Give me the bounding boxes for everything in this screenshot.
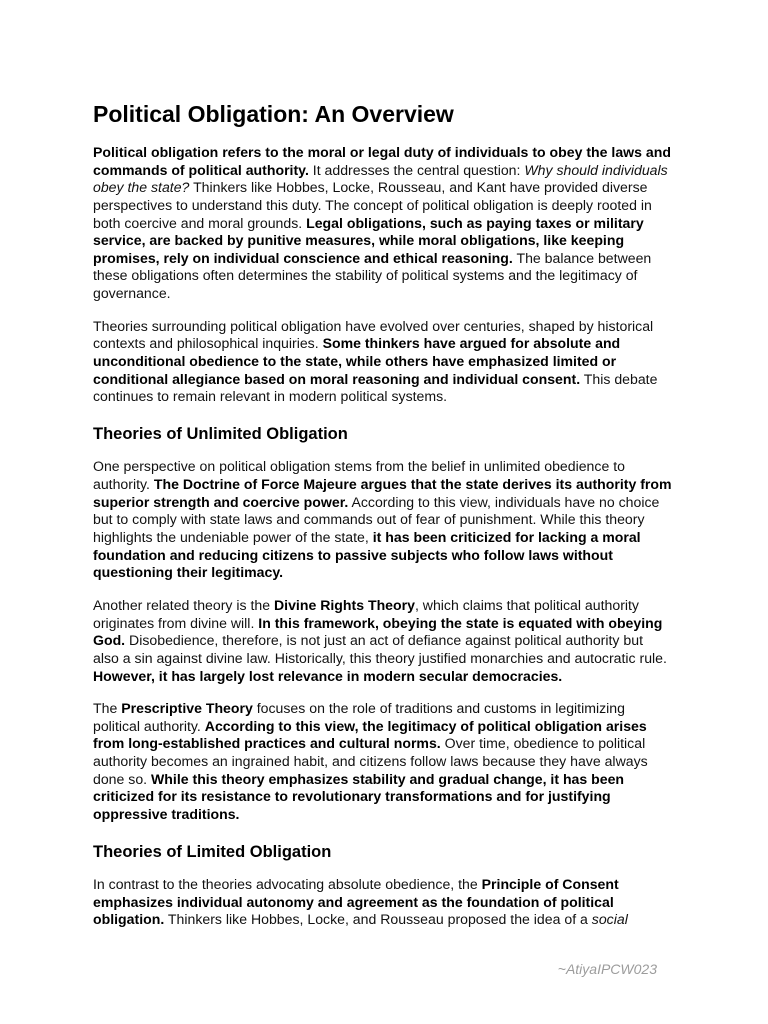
body-text: The balance between	[516, 249, 652, 266]
text-line	[93, 876, 703, 894]
bold-text: promises, rely on individual conscience and ethical reasoning.	[93, 249, 513, 266]
section-unlimited-obligation	[93, 424, 703, 824]
bold-text: oppressive traditions.	[93, 806, 240, 822]
bold-text: obligation.	[93, 911, 165, 928]
body-text: focuses on the role of traditions and customs in legitimizing	[256, 700, 625, 717]
body-text: According to this view, individuals have no choice	[351, 493, 660, 510]
text-line	[93, 735, 703, 753]
body-text: Over time, obedience to political	[444, 735, 646, 752]
text-line	[93, 371, 703, 389]
bold-text: foundation and reducing citizens to passive subjects who follow laws without	[93, 546, 613, 563]
text-line	[93, 458, 703, 476]
text-line	[93, 318, 703, 336]
body-text: Thinkers like Hobbes, Locke, Rousseau, and Kant have provided diverse	[193, 179, 648, 196]
bold-text: Prescriptive Theory	[121, 700, 253, 717]
text-line	[93, 335, 703, 353]
body-text: The	[93, 700, 118, 717]
bold-text: Legal obligations, such as paying taxes or military	[306, 214, 644, 231]
bold-text: Political obligation refers to the moral or legal duty of individuals to obey the laws and	[93, 144, 671, 160]
body-text: originates from divine will.	[93, 614, 255, 631]
body-text: This debate	[583, 370, 658, 387]
bold-text: from long-established practices and cultural norms.	[93, 735, 441, 752]
bold-text: it has been criticized for lacking a moral	[372, 529, 641, 546]
body-text: , which claims that political authority	[414, 596, 639, 613]
bold-text: In this framework, obeying the state is equated with obeying	[258, 614, 663, 631]
body-text: continues to remain relevant in modern political systems.	[93, 388, 448, 405]
bold-text: superior strength and coercive power.	[93, 493, 349, 510]
text-line	[93, 285, 703, 303]
paragraph	[93, 597, 703, 685]
document-body	[93, 100, 703, 944]
bold-text: commands of political authority.	[93, 161, 309, 178]
bold-text: While this theory emphasizes stability and gradual change, it has been	[151, 770, 625, 787]
body-text: highlights the undeniable power of the state,	[93, 529, 369, 546]
bold-text: However, it has largely lost relevance in modern secular democracies.	[93, 667, 563, 684]
text-line	[93, 668, 703, 686]
page-title: Political Obligation: An Overview	[93, 101, 454, 127]
text-line	[93, 911, 703, 929]
body-text: authority becomes an ingrained habit, and citizens follow laws because they have always	[93, 753, 648, 770]
body-text: political authority.	[93, 717, 201, 734]
section-heading: Theories of Limited Obligation	[93, 842, 332, 861]
text-line	[93, 597, 703, 615]
text-line	[93, 564, 703, 582]
text-line	[93, 388, 703, 406]
paragraph	[93, 458, 703, 581]
paragraph	[93, 318, 703, 406]
text-line	[93, 250, 703, 268]
text-line	[93, 511, 703, 529]
text-line	[93, 615, 703, 633]
bold-text: conditional allegiance based on moral reasoning and individual consent.	[93, 370, 581, 387]
bold-text: service, are backed by punitive measures, while moral obligations, like keeping	[93, 232, 625, 249]
body-text: both coercive and moral grounds.	[93, 214, 303, 231]
text-line	[93, 476, 703, 494]
italic-text: social	[591, 911, 628, 928]
text-line	[93, 179, 703, 197]
body-text: In contrast to the theories advocating absolute obedience, the	[93, 876, 478, 893]
text-line	[93, 718, 703, 736]
italic-text: obey the state?	[93, 179, 190, 196]
text-line	[93, 788, 703, 806]
bold-text: The Doctrine of Force Majeure argues that the state derives its authority from	[153, 476, 672, 493]
body-text: perspectives to understand this duty. The concept of political obligation is deeply rooted in	[93, 196, 652, 213]
body-text: done so.	[93, 770, 148, 787]
body-text: It addresses the central question:	[312, 161, 521, 178]
body-text: but to comply with state laws and commands out of fear of punishment. While this theory	[93, 511, 645, 528]
bold-text: According to this view, the legitimacy of political obligation arises	[204, 717, 647, 734]
bold-text: criticized for its resistance to revolutionary transformations and for justifying	[93, 788, 611, 805]
text-line	[93, 529, 703, 547]
body-text: Thinkers like Hobbes, Locke, and Rousseau proposed the idea of a	[167, 911, 588, 928]
bold-text: emphasizes individual autonomy and agreement as the foundation of political	[93, 893, 614, 910]
text-line	[93, 806, 703, 824]
paragraph	[93, 144, 703, 303]
section-limited-obligation	[93, 842, 703, 929]
text-line	[93, 197, 703, 215]
text-line	[93, 144, 703, 162]
body-text: Theories surrounding political obligation have evolved over centuries, shaped by historical	[93, 317, 654, 334]
text-line	[93, 353, 703, 371]
text-line	[93, 771, 703, 789]
bold-text: God.	[93, 632, 126, 649]
text-line	[93, 162, 703, 180]
bold-text: Principle of Consent	[481, 876, 619, 893]
paragraph	[93, 700, 703, 823]
text-line	[93, 650, 703, 668]
body-text: Disobedience, therefore, is not just an act of defiance against political authority but	[129, 632, 643, 649]
bold-text: Divine Rights Theory	[273, 596, 415, 613]
paragraph	[93, 876, 703, 929]
body-text: also a sin against divine law. Historically, this theory justified monarchies and autocratic rule.	[93, 649, 667, 666]
bold-text: Some thinkers have argued for absolute and	[322, 335, 621, 352]
body-text: governance.	[93, 285, 171, 302]
body-text: authority.	[93, 476, 150, 493]
italic-text: Why should individuals	[524, 161, 668, 178]
text-line	[93, 547, 703, 565]
bold-text: unconditional obedience to the state, while others have emphasized limited or	[93, 353, 617, 370]
body-text: these obligations often determines the stability of political systems and the legitimacy of	[93, 267, 638, 284]
author-signature: ~AtiyaIPCW023	[557, 961, 657, 977]
text-line	[93, 232, 703, 250]
body-text: Another related theory is the	[93, 596, 271, 613]
bold-text: questioning their legitimacy.	[93, 564, 284, 581]
text-line	[93, 215, 703, 233]
text-line	[93, 494, 703, 512]
text-line	[93, 894, 703, 912]
text-line	[93, 753, 703, 771]
body-text: One perspective on political obligation stems from the belief in unlimited obedience to	[93, 458, 625, 475]
text-line	[93, 632, 703, 650]
body-text: contexts and philosophical inquiries.	[93, 335, 319, 352]
section-heading: Theories of Unlimited Obligation	[93, 424, 348, 443]
text-line	[93, 267, 703, 285]
text-line	[93, 700, 703, 718]
